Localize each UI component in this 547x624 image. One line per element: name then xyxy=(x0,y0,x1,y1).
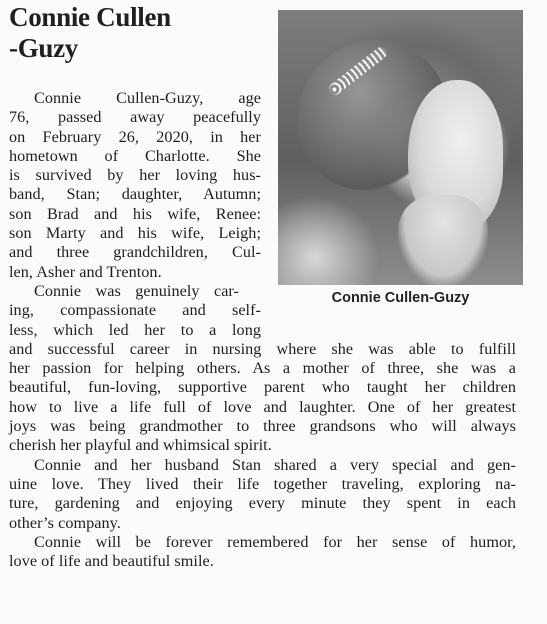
obituary-headline xyxy=(9,2,259,64)
text-line: ing, compassionate and self- xyxy=(9,301,261,320)
text-line: her passion for helping others. As a mother of three, she was a xyxy=(9,359,516,378)
text-line: ture, gardening and enjoying every minute they spent in each xyxy=(9,494,516,513)
text-line: son Brad and his wife, Renee: xyxy=(9,204,261,223)
text-line: and successful career in nursing where she was able to fulfill xyxy=(9,339,516,358)
headline-line-1: Connie Cullen xyxy=(9,2,171,32)
text-line: Connie and her husband Stan shared a very special and gen- xyxy=(34,455,516,474)
obituary-body xyxy=(9,89,516,571)
text-line: Connie Cullen-Guzy, age xyxy=(34,89,261,107)
text-line: how to live a life full of love and laughter. One of her greatest xyxy=(9,397,516,416)
text-line: love of life and beautiful smile. xyxy=(9,552,214,571)
text-line: other’s company. xyxy=(9,513,121,532)
paragraph-3 xyxy=(9,456,516,533)
paragraph-1 xyxy=(9,89,516,282)
text-line: 76, passed away peacefully xyxy=(9,108,261,127)
text-line: on February 26, 2020, in her xyxy=(9,127,261,146)
text-line: less, which led her to a long xyxy=(9,320,261,339)
headline-line-2: -Guzy xyxy=(9,33,78,63)
text-line: Connie was genuinely car- xyxy=(34,281,239,300)
paragraph-4 xyxy=(9,533,516,572)
text-line: Connie will be forever remembered for her sense of humor, xyxy=(34,532,516,551)
photo-caption: Connie Cullen-Guzy xyxy=(331,290,470,306)
text-line: joys was being grandmother to three grandsons who will always xyxy=(9,417,516,436)
text-line: and three grandchildren, Cul- xyxy=(9,243,261,262)
text-line: is survived by her loving hus- xyxy=(9,166,261,185)
text-line: cherish her playful and whimsical spirit. xyxy=(9,436,272,455)
text-line: beautiful, fun-loving, supportive parent who taught her children xyxy=(9,378,516,397)
text-line: son Marty and his wife, Leigh; xyxy=(9,224,261,243)
text-line: hometown of Charlotte. She xyxy=(9,146,261,165)
text-line: band, Stan; daughter, Autumn; xyxy=(9,185,261,204)
paragraph-2 xyxy=(9,282,516,456)
text-line: len, Asher and Trenton. xyxy=(9,262,162,281)
text-line: uine love. They lived their life together traveling, exploring na- xyxy=(9,474,516,493)
